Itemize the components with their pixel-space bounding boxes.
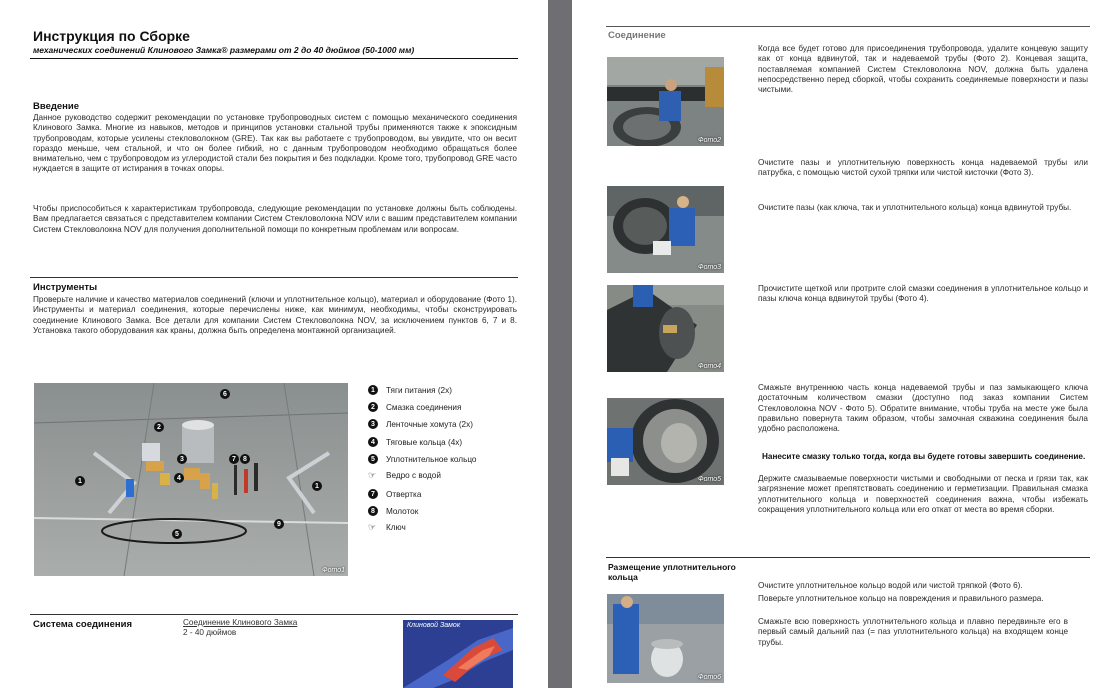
legend-number: 1 xyxy=(368,385,378,395)
legend-item xyxy=(368,506,418,516)
legend-number: 3 xyxy=(368,419,378,429)
photo-caption: Фото2 xyxy=(698,137,721,144)
lube-paragraph-2: Держите смазываемые поверхности чистыми и свободными от песка и грязи так, как загрязнение может препятствовать соединению и герметизации. Правильная смазка уплотнительного кольца и поверхностей соединения важна, чтобы избежать сокращения уплотнительного кольца или его откат от места во время сборки. xyxy=(758,474,1088,514)
photo-tag: 5 xyxy=(172,529,182,539)
intro-paragraph-2: Чтобы приспособиться к характеристикам трубопровода, следующие рекомендации по установке должны быть соблюдены. Вам предлагается связаться с представителем компании Систем Стекловолокна NOV или с вашим представителем компании Систем Стекловолокна NOV для получения дополнительной помощи по конкретным проблемам или вопросам. xyxy=(33,204,517,234)
connection-text: Когда все будет готово для присоединения трубопровода, удалите концевую защиту как от конца вдвинутой, так и надеваемой трубы (Фото 2). Концевая защита, поставляемая компанией Систем Стекловолокна NOV, должна быть удалена непосредственно перед сборкой, чтобы сохранить соединяемые поверхности и пазы чистыми. xyxy=(758,44,1088,95)
legend-number: 8 xyxy=(368,506,378,516)
photo-4 xyxy=(607,285,724,372)
legend-item xyxy=(368,385,452,395)
legend-text: Ленточные хомута (2х) xyxy=(386,419,473,429)
intro-heading: Введение xyxy=(33,101,80,112)
wedge-lock-graphic xyxy=(403,620,513,688)
photo-tag: 4 xyxy=(174,473,184,483)
wedge-lock-image xyxy=(403,620,513,688)
system-range: 2 - 40 дюймов xyxy=(183,628,237,637)
legend-text: Ведро с водой xyxy=(386,471,441,480)
connection-heading: Соединение xyxy=(608,30,666,41)
ring-paragraph-2: Поверьте уплотнительное кольцо на повреждения и правильного размера. xyxy=(758,594,1044,603)
tools-photo xyxy=(34,383,348,576)
system-link[interactable]: Соединение Клинового Замка xyxy=(183,618,298,627)
photo-caption: Фото4 xyxy=(698,363,721,370)
hand-pointer-icon: ☞ xyxy=(368,522,377,532)
document-subtitle: механических соединений Клинового Замка® размерами от 2 до 40 дюймов (50-1000 мм) xyxy=(33,45,415,55)
legend-item xyxy=(368,470,441,481)
connection-paragraph xyxy=(758,44,1088,95)
photo-tag: 9 xyxy=(274,519,284,529)
system-rule xyxy=(30,614,518,615)
ring-rule xyxy=(606,557,1090,558)
tools-paragraph: Проверьте наличие и качество материалов соединений (ключи и уплотнительное кольцо), материал и оборудование (Фото 1). Инструменты и материал соединения, которые перечислены ниже, как минимум, необходимы, чтобы сконструировать соединение Клинового Замка. Все детали для компании Систем Стекловолокна NOV, за исключением пунктов 6, 7 и 8. Установка такого оборудования как краны, должна быть определена монтажной организацией. xyxy=(33,295,517,335)
photo-caption: Фото3 xyxy=(698,264,721,271)
wedge-lock-label: Клиновой Замок xyxy=(407,622,461,629)
photo-3-graphic xyxy=(607,186,724,273)
tools-rule xyxy=(30,277,518,278)
photo-6 xyxy=(607,594,724,683)
photo-tag: 1 xyxy=(312,481,322,491)
photo-2 xyxy=(607,57,724,146)
photo-tag: 7 xyxy=(229,454,239,464)
left-document-page xyxy=(0,0,548,688)
ring-paragraph-3: Смажьте всю поверхность уплотнительного кольца и плавно передвиньте его в первый самый дальний паз (= паз уплотнительного кольца) на входящем конце трубы. xyxy=(758,617,1068,647)
ring-heading: Размещение уплотнительного кольца xyxy=(608,562,736,582)
legend-text: Тяги питания (2х) xyxy=(386,385,452,395)
legend-item xyxy=(368,522,406,533)
photo-6-graphic xyxy=(607,594,724,683)
intro-paragraph-1: Данное руководство содержит рекомендации по установке трубопроводных систем с помощью механического соединения Клинового Замка. Многие из навыков, методов и принципов установки стальной трубы применяются также к эпоксидным трубопроводам, которые усилены стекловолокном (GRE). Так как вы работаете с трубопроводом, вы увидите, что он весит гораздо меньше, чем стальной, и что он более гибкий, но с данным трубопроводом необходимо обращаться более внимательно, чем с трубопроводом из углеродистой стали без покрытия и без подкладки. Кроме того, трубопровод GRE часто нуждается в защите от истирания в точках опоры. xyxy=(33,113,517,174)
ring-paragraph-1: Очистите уплотнительное кольцо водой или чистой тряпкой (Фото 6). xyxy=(758,581,1023,590)
photo-3 xyxy=(607,186,724,273)
document-title: Инструкция по Сборке xyxy=(33,28,190,44)
system-heading: Система соединения xyxy=(33,619,133,630)
photo-caption: Фото5 xyxy=(698,476,721,483)
top-rule xyxy=(606,26,1090,27)
lube-warning: Нанесите смазку только тогда, когда вы будете готовы завершить соединение. xyxy=(762,452,1086,461)
legend-text: Тяговые кольца (4х) xyxy=(386,437,463,447)
legend-item xyxy=(368,419,473,429)
photo-tag: 2 xyxy=(154,422,164,432)
legend-item xyxy=(368,402,461,412)
photo-caption: Фото1 xyxy=(322,567,345,574)
photo-tag: 3 xyxy=(177,454,187,464)
legend-item xyxy=(368,489,421,499)
legend-text: Ключ xyxy=(386,523,406,532)
legend-number: 4 xyxy=(368,437,378,447)
photo-5-graphic xyxy=(607,398,724,485)
lube-paragraph: Смажьте внутреннюю часть конца надеваемой трубы и паз замыкающего ключа достаточным количеством смазки (доступно под заказ компании Систем Стекловолокна NOV - Фото 5). Обратите внимание, чтобы труба на месте уже была правильно повернута таким образом, чтобы замочная скважина соединения была удобно расположена. xyxy=(758,383,1088,434)
photo-4-graphic xyxy=(607,285,724,372)
legend-text: Молоток xyxy=(386,506,419,516)
photo-tag: 6 xyxy=(220,389,230,399)
legend-text: Смазка соединения xyxy=(386,402,462,412)
title-underline xyxy=(30,58,518,59)
photo-tag: 1 xyxy=(75,476,85,486)
photo-5 xyxy=(607,398,724,485)
legend-number: 2 xyxy=(368,402,378,412)
legend-text: Уплотнительное кольцо xyxy=(386,454,477,464)
legend-number: 5 xyxy=(368,454,378,464)
clean-paragraph-2: Очистите пазы (как ключа, так и уплотнительного кольца) конца вдвинутой трубы. xyxy=(758,203,1072,212)
legend-item xyxy=(368,454,476,464)
tools-heading: Инструменты xyxy=(33,282,98,293)
clean-paragraph-1: Очистите пазы и уплотнительную поверхность конца надеваемой трубы или патрубка, с помощью чистой сухой тряпки или чистой кисточки (Фото 3). xyxy=(758,158,1088,178)
hand-pointer-icon: ☞ xyxy=(368,470,377,480)
photo-tag: 8 xyxy=(240,454,250,464)
legend-text: Отвертка xyxy=(386,489,422,499)
right-document-page xyxy=(572,0,1101,688)
photo-2-graphic xyxy=(607,57,724,146)
legend-number: 7 xyxy=(368,489,378,499)
legend-item xyxy=(368,437,462,447)
photo-caption: Фото6 xyxy=(698,674,721,681)
brush-paragraph: Прочистите щеткой или протрите слой смазки соединения в уплотнительное кольцо и пазы ключа конца вдвинутой трубы (Фото 4). xyxy=(758,284,1088,304)
